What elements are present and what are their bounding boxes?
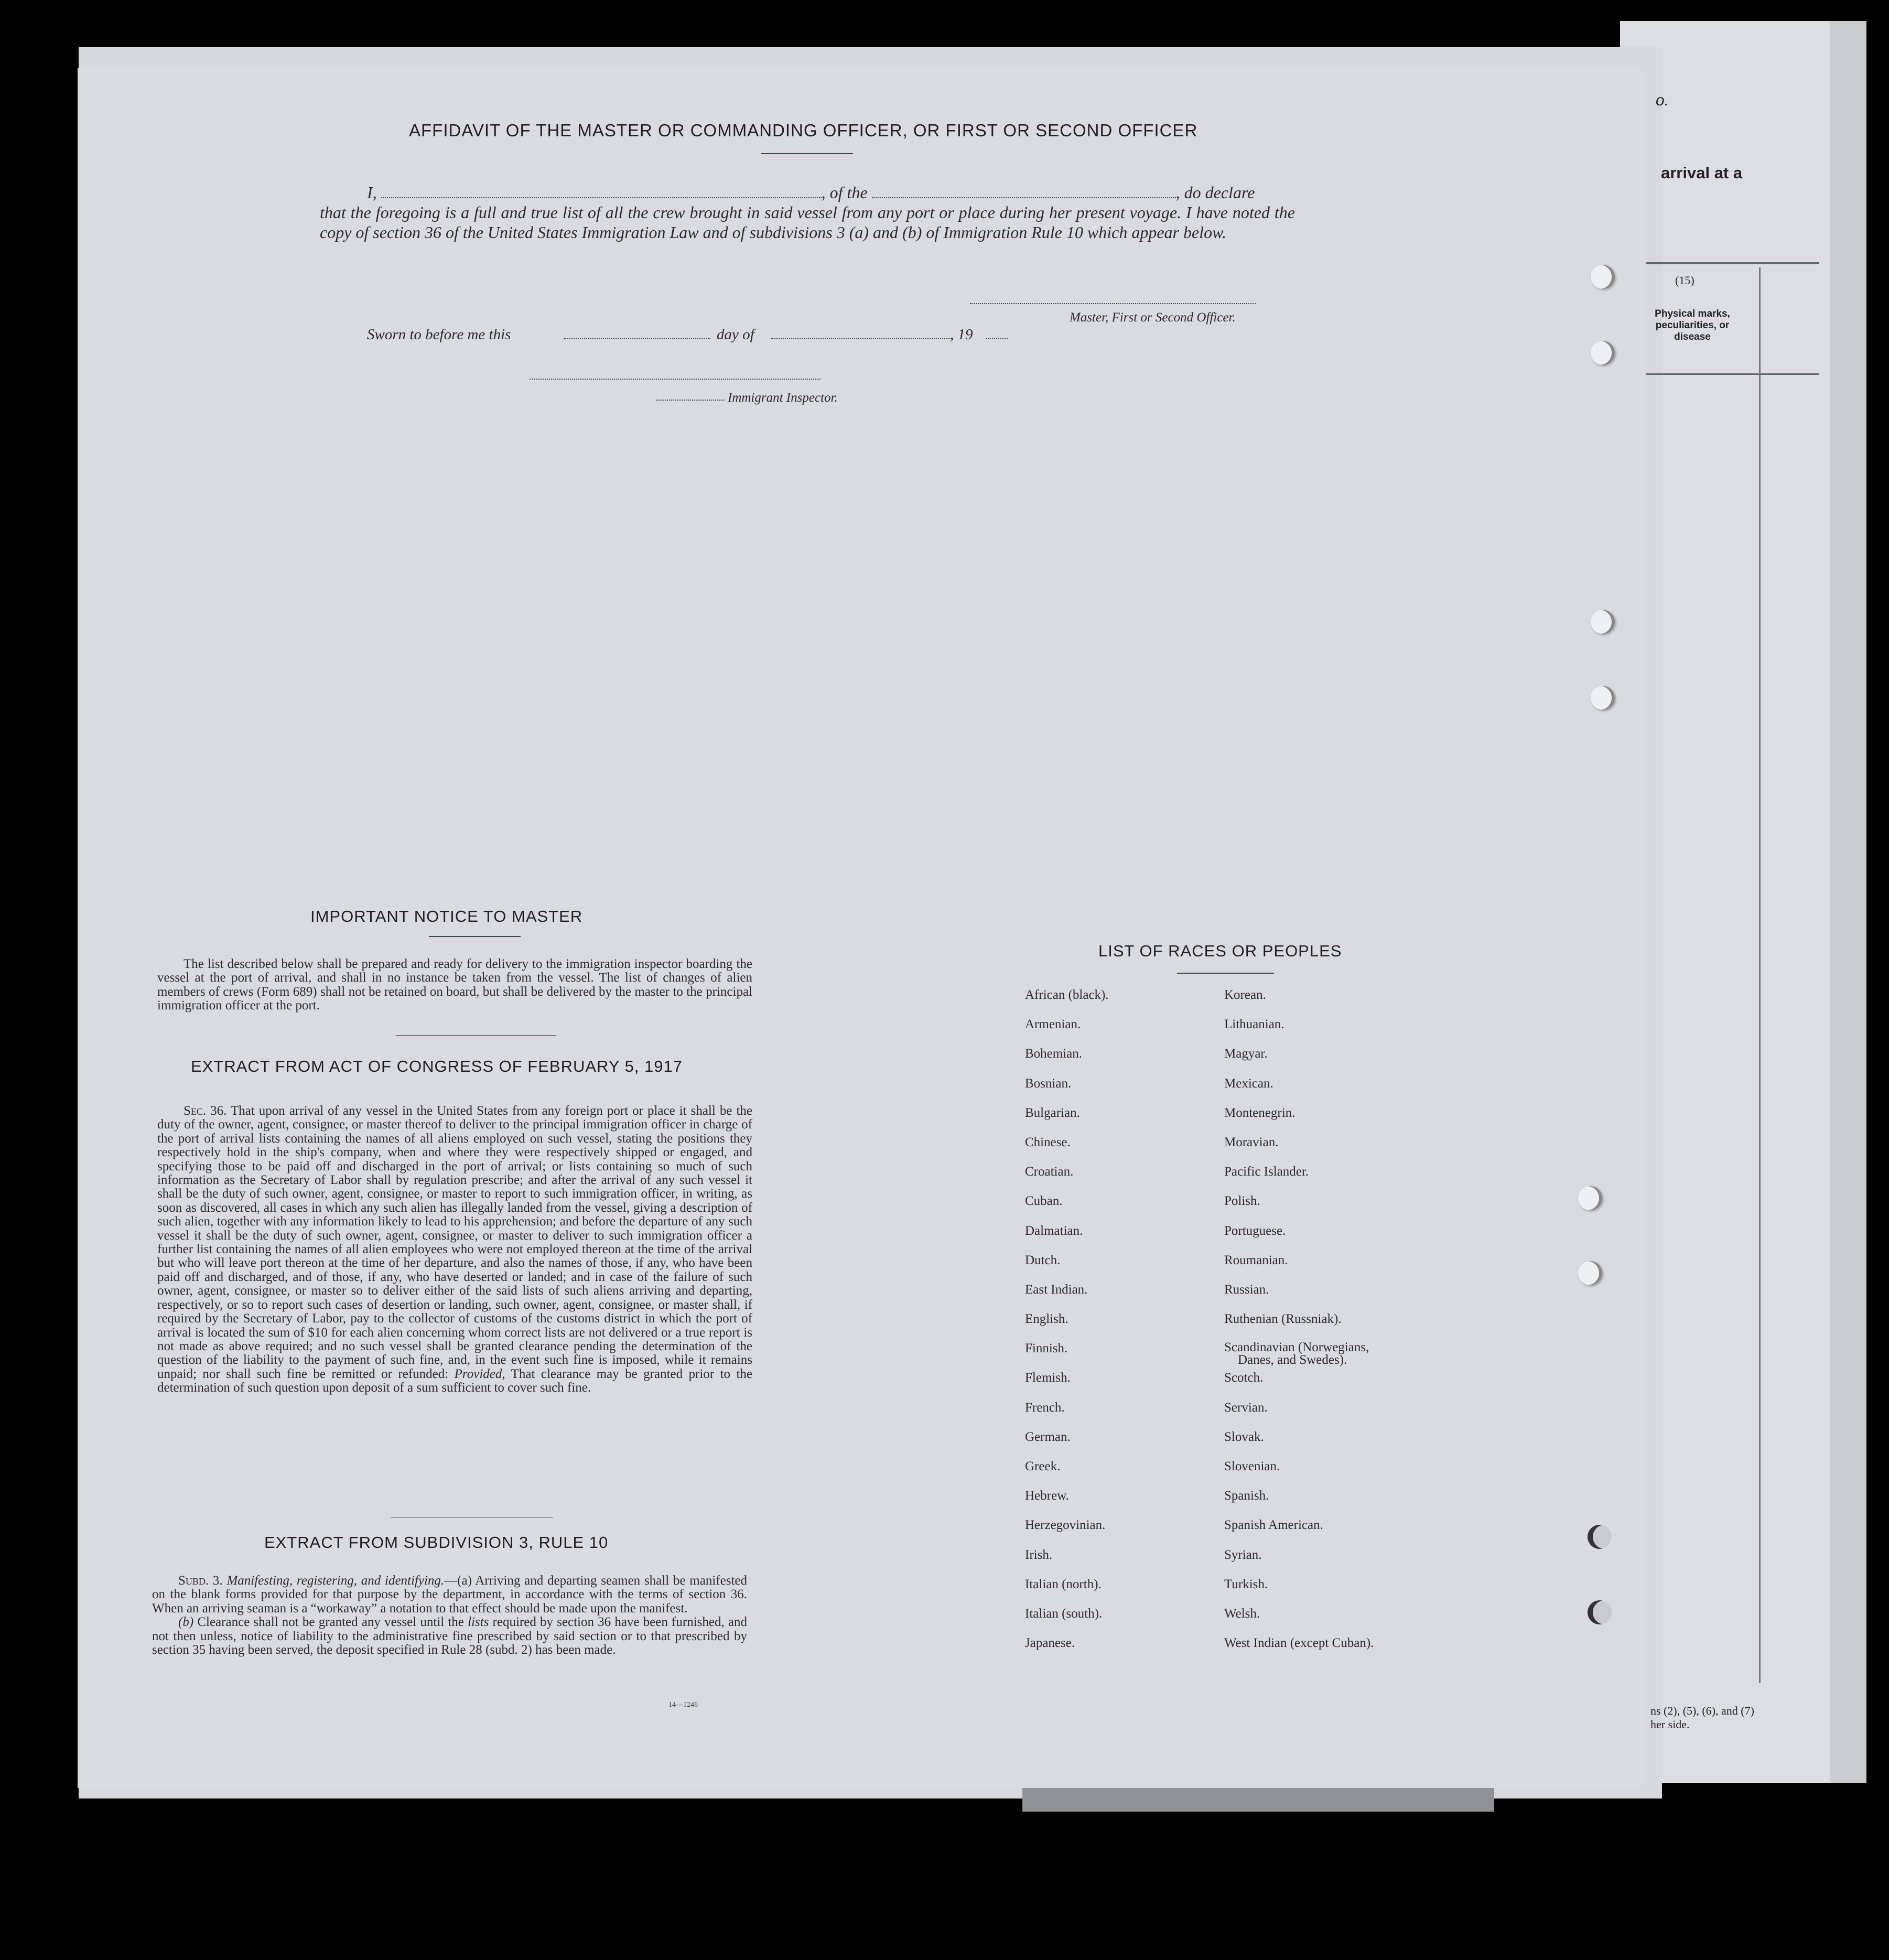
race-item: Montenegrin. <box>1224 1105 1296 1120</box>
sworn-day-of: day of <box>717 326 754 343</box>
act-extract-text <box>157 1104 752 1395</box>
race-item: Hebrew. <box>1025 1489 1069 1503</box>
race-item: Slovak. <box>1224 1429 1264 1444</box>
race-item: Flemish. <box>1025 1371 1071 1385</box>
inspector-label: Immigrant Inspector. <box>728 391 838 405</box>
act-extract-paragraph <box>157 1104 752 1395</box>
race-item: Welsh. <box>1224 1606 1260 1621</box>
rule-para-b-lists: lists <box>468 1615 489 1630</box>
race-item: West Indian (except Cuban). <box>1224 1636 1374 1651</box>
notice-paragraph: The list described below shall be prepared and ready for delivery to the immigration inspector boarding the vessel at the port of arrival, and shall in no instance be taken from the vessel. The list of changes of alien members of crews (Form 689) shall not be retained on board, but shall be delivered by the master to the principal immigration officer at the port. <box>157 957 752 1013</box>
act-proviso-text: That clearance may be granted prior to the determination of such question upon deposit of a sum sufficient to cover such fine. <box>157 1366 752 1395</box>
declaration-first-line <box>320 182 1295 202</box>
underlying-col-header-2: peculiarities, or <box>1655 320 1730 331</box>
race-item: Spanish American. <box>1224 1518 1323 1533</box>
race-item: Lithuanian. <box>1224 1017 1284 1032</box>
race-item: Greek. <box>1025 1459 1061 1473</box>
race-item: African (black). <box>1025 988 1109 1002</box>
races-right-column <box>1224 988 1374 1665</box>
race-item: Japanese. <box>1025 1636 1075 1651</box>
races-left-column <box>1025 988 1109 1665</box>
race-item: Bohemian. <box>1025 1047 1083 1061</box>
races-title: LIST OF RACES OR PEOPLES <box>1098 942 1342 960</box>
race-item: Korean. <box>1224 988 1266 1002</box>
underlying-form-number: o. <box>1656 92 1669 109</box>
race-item: Pacific Islander. <box>1224 1165 1309 1179</box>
rule-para-b-2: required by section 36 have been furnished, and not then unless, notice of liability to the administrative fine prescribed by said section or to that prescribed by section 35 having been served, the deposit specified in Rule 28 (subd. 2) has been made. <box>152 1615 747 1657</box>
race-item: Spanish. <box>1224 1489 1269 1503</box>
act-proviso-word: Provided, <box>454 1366 505 1381</box>
race-item: Slovenian. <box>1224 1459 1280 1473</box>
punch-hole-6 <box>1578 1261 1602 1285</box>
race-item: Moravian. <box>1224 1135 1279 1149</box>
vessel-blank[interactable] <box>872 186 1176 198</box>
rule-para-b-1: Clearance shall not be granted any vessel until the <box>197 1615 464 1630</box>
race-item: Irish. <box>1025 1547 1053 1562</box>
underlying-form-footer-1: ns (2), (5), (6), and (7) <box>1650 1704 1754 1717</box>
punch-hole-1 <box>1591 265 1615 289</box>
race-item: Dalmatian. <box>1025 1223 1083 1238</box>
race-item: Italian (south). <box>1025 1606 1103 1621</box>
rule-para-b-label: (b) <box>178 1615 194 1630</box>
act-section-label: Sec. 36. <box>183 1104 227 1118</box>
rule-para-a-text: —(a) Arriving and departing seamen shall be manifested on the blank forms provided for that purpose by the department, in accordance with the terms of section 36. When an arriving seaman is a “workaway” a notation to that effect should be made upon the manifest. <box>152 1574 747 1616</box>
rule-para-b <box>152 1616 747 1657</box>
race-item: Bulgarian. <box>1025 1105 1080 1120</box>
race-item: Servian. <box>1224 1400 1268 1415</box>
underlying-col-number: (15) <box>1675 274 1694 287</box>
race-item-continuation: Danes, and Swedes). <box>1238 1353 1347 1367</box>
signature-line[interactable] <box>970 303 1256 304</box>
punch-hole-7 <box>1588 1525 1612 1549</box>
race-item: Portuguese. <box>1224 1223 1286 1238</box>
punch-hole-5 <box>1578 1186 1602 1210</box>
declaration-of-the: , of the <box>821 183 868 202</box>
notice-divider <box>396 1035 556 1036</box>
affidavit-title-rule <box>761 153 853 154</box>
inspector-prefix-dots <box>656 400 725 401</box>
race-item: Finnish. <box>1025 1341 1068 1356</box>
race-item: Italian (north). <box>1025 1577 1102 1591</box>
race-item: Chinese. <box>1025 1135 1071 1149</box>
underlying-form-column-line <box>1759 267 1761 1683</box>
race-item-scandinavian <box>1224 1341 1374 1371</box>
race-item: Herzegovinian. <box>1025 1518 1106 1533</box>
underlying-form-rule-2 <box>1646 373 1819 375</box>
inspector-signature-line[interactable] <box>530 379 821 380</box>
race-item: Scandinavian (Norwegians, <box>1224 1340 1369 1355</box>
rule-extract-text <box>152 1574 747 1657</box>
underlying-form-footer-2: her side. <box>1650 1718 1690 1731</box>
affidavit-declaration <box>320 182 1295 242</box>
race-item: Armenian. <box>1025 1017 1081 1032</box>
race-item: Croatian. <box>1025 1165 1074 1179</box>
rule-extract-title: EXTRACT FROM SUBDIVISION 3, RULE 10 <box>264 1533 609 1552</box>
race-item: Bosnian. <box>1025 1076 1072 1091</box>
underlying-form-rule <box>1646 262 1819 264</box>
race-item: Polish. <box>1224 1194 1260 1209</box>
punch-hole-4 <box>1591 686 1615 710</box>
race-item: English. <box>1025 1312 1068 1327</box>
rule-subd-label: Subd. 3. <box>178 1574 223 1588</box>
affidavit-title: AFFIDAVIT OF THE MASTER OR COMMANDING OFFICER, OR FIRST OR SECOND OFFICER <box>409 121 1198 140</box>
underlying-col-header-3: disease <box>1674 331 1711 342</box>
sworn-year-blank[interactable] <box>986 338 1008 339</box>
race-item: Turkish. <box>1224 1577 1268 1591</box>
act-section-text: That upon arrival of any vessel in the United States from any foreign port or place it shall be the duty of the owner, agent, consignee, or master thereof to deliver to the principal immigration officer in charge of the port of arrival lists containing the names of all aliens employed on such vessel, stating the positions they respectively hold in the ship's company, when and where they were respectively shipped or engaged, and specifying those to be paid off and discharged in the port of arrival; or lists containing so much of such information as the Secretary of Labor shall by regulation prescribe; and after the arrival of any such vessel it shall be the duty of such owner, agent, consignee, or master to report to such immigration officer, in writing, as soon as discovered, all cases in which any such alien has illegally landed from the vessel, giving a description of such alien, together with any information likely to lead to his apprehension; and before the departure of any such vessel it shall be the duty of such owner, agent, consignee, or master to deliver to such immigration officer a further list containing the names of all alien employees who were not employed thereon at the time of the arrival but who will leave port thereon at the time of her departure, and also the names of those, if any, who have been paid off and discharged, and of those, if any, who have deserted or landed; and in case of the failure of such owner, agent, consignee, or master so to deliver either of the said lists of such aliens arriving and departing, respectively, or so to report such cases of desertion or landing, such owner, agent, consignee, or master shall, if required by the Secretary of Labor, pay to the collector of customs of the customs district in which the port of arrival is located the sum of $10 for each alien concerning whom correct lists are not delivered or a true report is not made as above required; and no such vessel shall be granted clearance pending the determination of the question of the liability to the payment of such fine, and, in the event such fine is imposed, while it remains unpaid; nor shall such fine be remitted or refunded: <box>157 1104 752 1381</box>
race-item: Magyar. <box>1224 1047 1268 1061</box>
declaration-i: I, <box>367 183 377 202</box>
race-item: Mexican. <box>1224 1076 1273 1091</box>
race-item: East Indian. <box>1025 1282 1088 1297</box>
sworn-month-blank[interactable] <box>771 338 953 339</box>
race-item: Scotch. <box>1224 1371 1264 1385</box>
notice-text <box>157 957 752 1013</box>
race-item: Dutch. <box>1025 1253 1061 1267</box>
sworn-prefix: Sworn to before me this <box>367 326 511 343</box>
underlying-form-arrival: arrival at a <box>1661 164 1743 182</box>
form-number: 14—1246 <box>668 1701 698 1709</box>
sworn-year: , 19 <box>950 326 973 343</box>
punch-hole-2 <box>1591 341 1615 365</box>
underlying-col-header-1: Physical marks, <box>1655 308 1730 319</box>
rule-subd-heading: Manifesting, registering, and identifying. <box>226 1574 445 1588</box>
underlying-col-header <box>1650 308 1734 343</box>
front-page <box>78 68 1645 1788</box>
punch-hole-8 <box>1588 1600 1612 1624</box>
notice-title-rule <box>429 936 521 937</box>
declaration-body: that the foregoing is a full and true list of all the crew brought in said vessel from any port or place during her present voyage. I have noted the copy of section 36 of the United States Immigration Law and of subdivisions 3 (a) and (b) of Immigration Rule 10 which appear below. <box>320 203 1295 242</box>
name-blank[interactable] <box>381 186 822 198</box>
race-item: French. <box>1025 1400 1065 1415</box>
notice-title: IMPORTANT NOTICE TO MASTER <box>310 907 583 925</box>
race-item: Ruthenian (Russniak). <box>1224 1312 1342 1327</box>
act-extract-title: EXTRACT FROM ACT OF CONGRESS OF FEBRUARY 5, 1917 <box>191 1057 683 1075</box>
race-item: Russian. <box>1224 1282 1269 1297</box>
rule-para-a <box>152 1574 747 1616</box>
declaration-do-declare: , do declare <box>1175 183 1255 202</box>
race-item: Cuban. <box>1025 1194 1063 1209</box>
punch-hole-3 <box>1591 610 1615 634</box>
race-item: Roumanian. <box>1224 1253 1288 1267</box>
signature-label: Master, First or Second Officer. <box>1070 310 1236 325</box>
races-title-rule <box>1177 973 1274 974</box>
sworn-day-blank[interactable] <box>564 338 710 339</box>
underlying-form-footer <box>1650 1704 1754 1731</box>
race-item: Syrian. <box>1224 1547 1262 1562</box>
race-item: German. <box>1025 1429 1071 1444</box>
